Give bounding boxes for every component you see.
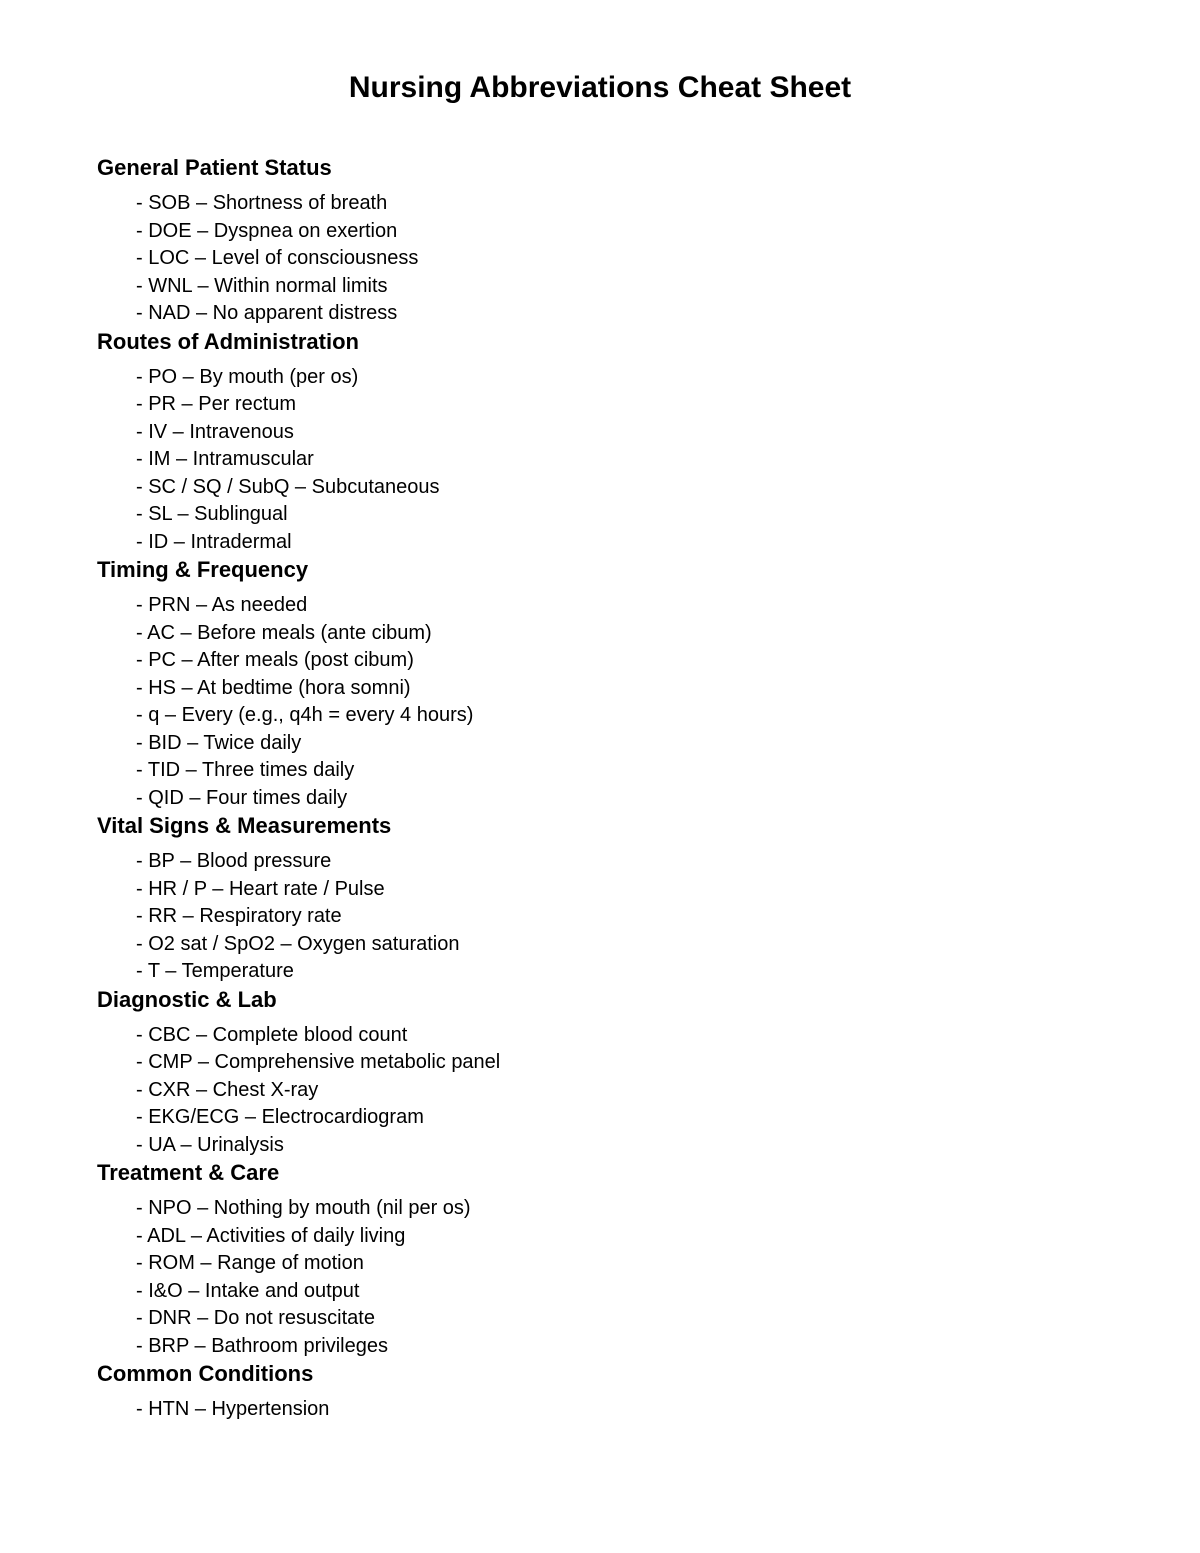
section-routes-of-administration — [97, 328, 1097, 557]
list-item: - NPO – Nothing by mouth (nil per os) — [136, 1197, 471, 1219]
list-item: - SC / SQ / SubQ – Subcutaneous — [136, 475, 440, 498]
section-timing-frequency — [97, 556, 1097, 812]
list-item: - I&O – Intake and output — [136, 1279, 360, 1302]
abbreviation-list — [97, 848, 1097, 986]
section-heading: Diagnostic & Lab — [97, 986, 277, 1012]
list-item: - PC – After meals (post cibum) — [136, 649, 414, 671]
list-item: - RR – Respiratory rate — [136, 905, 342, 927]
list-item: - SL – Sublingual — [136, 503, 288, 525]
abbreviation-list — [97, 364, 1097, 557]
list-item: - DNR – Do not resuscitate — [136, 1307, 375, 1329]
section-heading: Vital Signs & Measurements — [97, 813, 392, 838]
list-item: - BP – Blood pressure — [136, 850, 332, 872]
list-item: - ADL – Activities of daily living — [136, 1224, 406, 1247]
list-item: - EKG/ECG – Electrocardiogram — [136, 1106, 424, 1128]
section-heading: Treatment & Care — [97, 1160, 280, 1185]
section-heading: Routes of Administration — [97, 328, 359, 354]
abbreviation-list — [97, 1396, 1097, 1424]
abbreviation-list — [97, 1022, 1097, 1160]
list-item: - DOE – Dyspnea on exertion — [136, 219, 398, 242]
list-item: - TID – Three times daily — [136, 759, 355, 781]
list-item: - IM – Intramuscular — [136, 448, 314, 470]
list-item: - T – Temperature — [136, 960, 294, 982]
list-item: - CMP – Comprehensive metabolic panel — [136, 1051, 501, 1073]
page-title: Nursing Abbreviations Cheat Sheet — [348, 71, 852, 104]
list-item: - UA – Urinalysis — [136, 1133, 284, 1156]
list-item: - CBC – Complete blood count — [136, 1023, 408, 1046]
abbreviation-list — [97, 190, 1097, 328]
list-item: - BID – Twice daily — [136, 731, 302, 754]
list-item: - ID – Intradermal — [136, 530, 292, 553]
list-item: - IV – Intravenous — [136, 420, 294, 443]
list-item: - HR / P – Heart rate / Pulse — [136, 877, 385, 900]
list-item: - O2 sat / SpO2 – Oxygen saturation — [136, 932, 460, 955]
list-item: - BRP – Bathroom privileges — [136, 1334, 388, 1357]
section-heading: Common Conditions — [97, 1361, 314, 1386]
section-heading: General Patient Status — [97, 155, 332, 180]
list-item: - CXR – Chest X-ray — [136, 1078, 319, 1101]
list-item: - q – Every (e.g., q4h = every 4 hours) — [136, 704, 474, 726]
list-item: - PRN – As needed — [136, 594, 308, 616]
document-content — [97, 154, 1097, 1424]
list-item: - NAD – No apparent distress — [136, 302, 398, 324]
list-item: - SOB – Shortness of breath — [136, 192, 388, 214]
section-vital-signs-measurements — [97, 812, 1097, 986]
list-item: - WNL – Within normal limits — [136, 274, 388, 297]
section-common-conditions — [97, 1360, 1097, 1424]
list-item: - AC – Before meals (ante cibum) — [136, 621, 432, 644]
list-item: - PR – Per rectum — [136, 393, 297, 415]
section-diagnostic-lab — [97, 986, 1097, 1160]
list-item: - QID – Four times daily — [136, 786, 348, 809]
abbreviation-list — [97, 1195, 1097, 1360]
list-item: - LOC – Level of consciousness — [136, 247, 419, 269]
list-item: - HS – At bedtime (hora somni) — [136, 676, 411, 699]
list-item: - ROM – Range of motion — [136, 1252, 364, 1274]
section-general-patient-status — [97, 154, 1097, 328]
abbreviation-list — [97, 592, 1097, 812]
list-item: - PO – By mouth (per os) — [136, 365, 359, 388]
list-item: - HTN – Hypertension — [136, 1398, 330, 1420]
section-heading: Timing & Frequency — [97, 557, 309, 582]
section-treatment-care — [97, 1159, 1097, 1360]
